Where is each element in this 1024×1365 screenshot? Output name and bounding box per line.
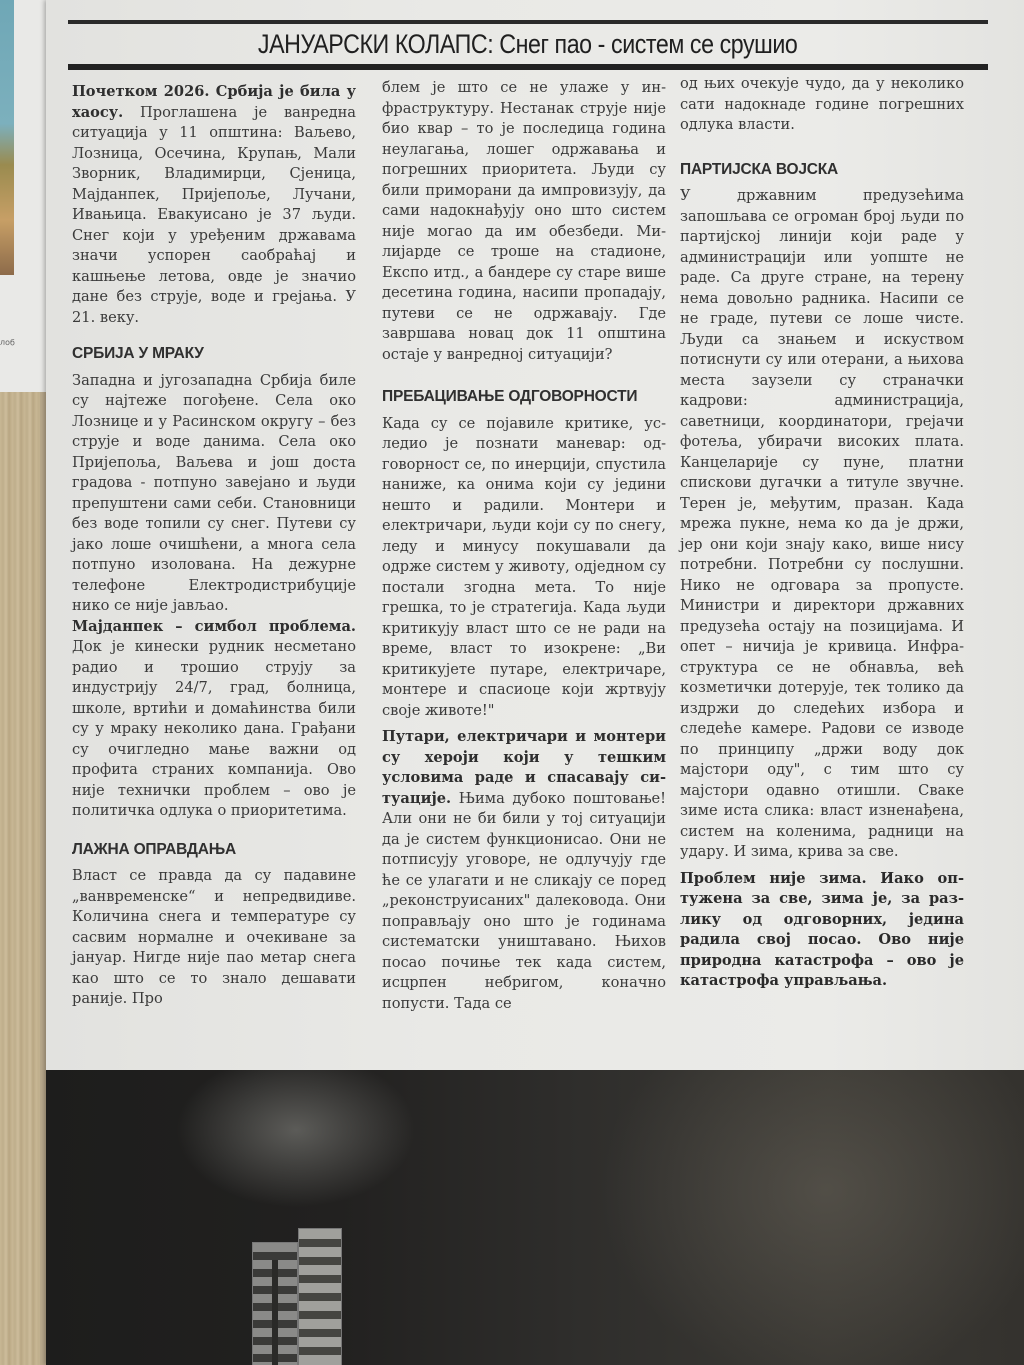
lead-text: Проглашена је ванредна ситуација у 11 општина: Ваљево, Лозница, Осечина, Крупањ, Мали Зворник, Владимирци, Сјеница, Мајданпек, Пријепоље, Лучани, Ивањица. Евакуисано је 37 људи. Снег који у уређеним државама значи успорен саобраћај и кашњење летова, овде је значио дане без струје, воде и грејања. У 21. веку. xyxy=(72,103,356,326)
underlying-page-caption: лоб xyxy=(0,337,16,348)
column-2 xyxy=(382,78,666,1014)
majdanpek-bold: Мајданпек – симбол проблема. xyxy=(72,617,356,635)
underlying-newspaper-page xyxy=(0,0,48,392)
article-photo-dark-city xyxy=(46,1070,1024,1365)
paragraph-continued: блем је што се не улаже у инфраструктуру. Нестанак струје није био квар – то је последица година неулагања, лошег одржавања и погрешних приоритета. Људи су били приморани да импровизују, да сами надокнађују оно што систем није могао да им обезбеди. Милијарде се троше на стадионе, Експо итд., а бандере су старе више десетина година, насипи пропадају, путеви се не одржавају. Где завршава новац док 11 општина остаје у ванредној ситуацији? xyxy=(382,79,666,363)
subheading-prebacivanje-odgovornosti: ПРЕБАЦИВАЊЕ ОДГОВОРНОСТИ xyxy=(382,388,638,405)
majdanpek-text: Док је кинески рудник несметано радио и трошио струју за индустрију 24/7, град, болница, школе, вртићи и домаћинства били су у мраку неколико дана. Грађани су очигледно мање важни од профита страних компанија. Ово није технички проблем – ово је политичка одлука о приоритетима. xyxy=(72,638,356,819)
newspaper-page xyxy=(46,0,1024,1365)
paragraph-srbija-u-mraku: Западна и југозападна Србија биле су најтеже погођене. Села око Лознице и у Расинском округу – без струје и воде данима. Села око Пријепоља, Ваљева и још доста градова - потпуно завејано и људи препуштени сами себи. Становници без воде топили су снег. Путеви су јако лоше очишћени, а многа села потпуно изолована. На дежурне телефоне Електродистрибуције нико се није јављао. xyxy=(72,371,356,614)
paragraph-heroji xyxy=(382,727,666,1014)
underlying-page-photo xyxy=(0,0,14,275)
photo-pole xyxy=(272,1260,278,1365)
heroes-text: Њима дубоко поштовање! Али они не би били у тој ситуацији да је систем функционисао. Они не потписују уговоре, не одлучују где ће се улагати и не сликају се поред „реконструисаних" далековода. Они поправљају оно што је годинама систематски уништавано. Њихов посао почиње тек када систем, исцрпен небригом, коначно попусти. Тада се xyxy=(382,789,666,1012)
heroes-bold: Путари, електричари и монтери су хероји који у тешким условима раде и спасавају ситуације. xyxy=(382,728,666,807)
paragraph-prebacivanje: Када су се појавиле критике, уследио је познати маневар: одговорност се, по инерцији, спустила наниже, ка онима који су једини нешто и радили. Монтери и електричари, људи који су по снегу, леду и минусу покушавали да одрже систем у животу, одједном су постали згодна мета. То није грешка, то је стратегија. Када људи критикују власт што се не ради на време, власт то изокрене: „Ви критикујете путаре, електричаре, монтере и спасиоце који жртвују своје животе!" xyxy=(382,414,666,719)
paragraph-lazna-opravdanja: Власт се правда да су падавине „ванвременске“ и непредвидиве. Количина снега и температуре су сасвим нормалне и очекиване за јануар. Нигде није пао метар снега као што се то знало дешавати раније. Про xyxy=(72,867,356,1007)
lead-bold: Почетком 2026. Србија је била у хаосу. xyxy=(72,83,356,121)
article-headline xyxy=(258,29,797,60)
article-body xyxy=(72,75,982,1062)
headline-bar xyxy=(68,20,988,70)
subheading-partijska-vojska: ПАРТИЈСКА ВОЈСКА xyxy=(680,160,838,178)
column-3 xyxy=(680,74,964,992)
closing-paragraph: Проблем није зима. Иако оптужена за све, зима је, за разлику од одговорних, једина радила свој посао. Ово није природна катастрофа – ово је катастрофа управљања. xyxy=(680,869,964,989)
subheading-srbija-u-mraku: СРБИЈА У МРАКУ xyxy=(72,345,204,362)
headline-kicker: ЈАНУАРСКИ КОЛАПС: xyxy=(258,28,494,59)
photo-building-tall xyxy=(298,1228,342,1365)
paragraph-continued-col3: од њих очекује чудо, да у неколико сати надокнаде године погрешних одлука власти. xyxy=(680,75,964,133)
paragraph-partijska-vojska: У државним предузећима запошљава се огроман број људи по партијској линији који раде у администрацији или уопште не раде. Са друге стране, на терену нема довољно радника. Насипи се не граде, путеви се лоше чисте. Људи са знањем и искуством потиснути су или отерани, а њихова места заузели су страначки кадрови: администрација, саветници, координатори, грејачи фотеља, убирачи високих плата. Канцеларије су пуне, платни спискови дугачки а титуле звучне. Терен је, међутим, празан. Када мрежа пукне, нема ко да је држи, јер они који знају како, више нису потребни. Потребни су послушни. Нико не одговара за пропусте. Министри и директори државних предузећа остају на позицијама. И опет – ничија је кривица. Инфраструктура се не обнавља, већ козметички дотерује, тек толико да издржи до следећих избора и следеће камере. Радови се изводе по принципу „држи воду док мајстори оду", с тим што су мајстори одавно отишли. Сваке зиме иста слика: власт изненађена, систем на коленима, радници на удару. И зима, крива за све. xyxy=(680,187,964,860)
lead-paragraph xyxy=(72,82,356,328)
subheading-lazna-opravdanja: ЛАЖНА ОПРАВДАЊА xyxy=(72,840,237,858)
column-1 xyxy=(72,82,356,1010)
headline-main: Снег пао - систем се срушио xyxy=(493,28,798,59)
paragraph-majdanpek xyxy=(72,617,356,822)
